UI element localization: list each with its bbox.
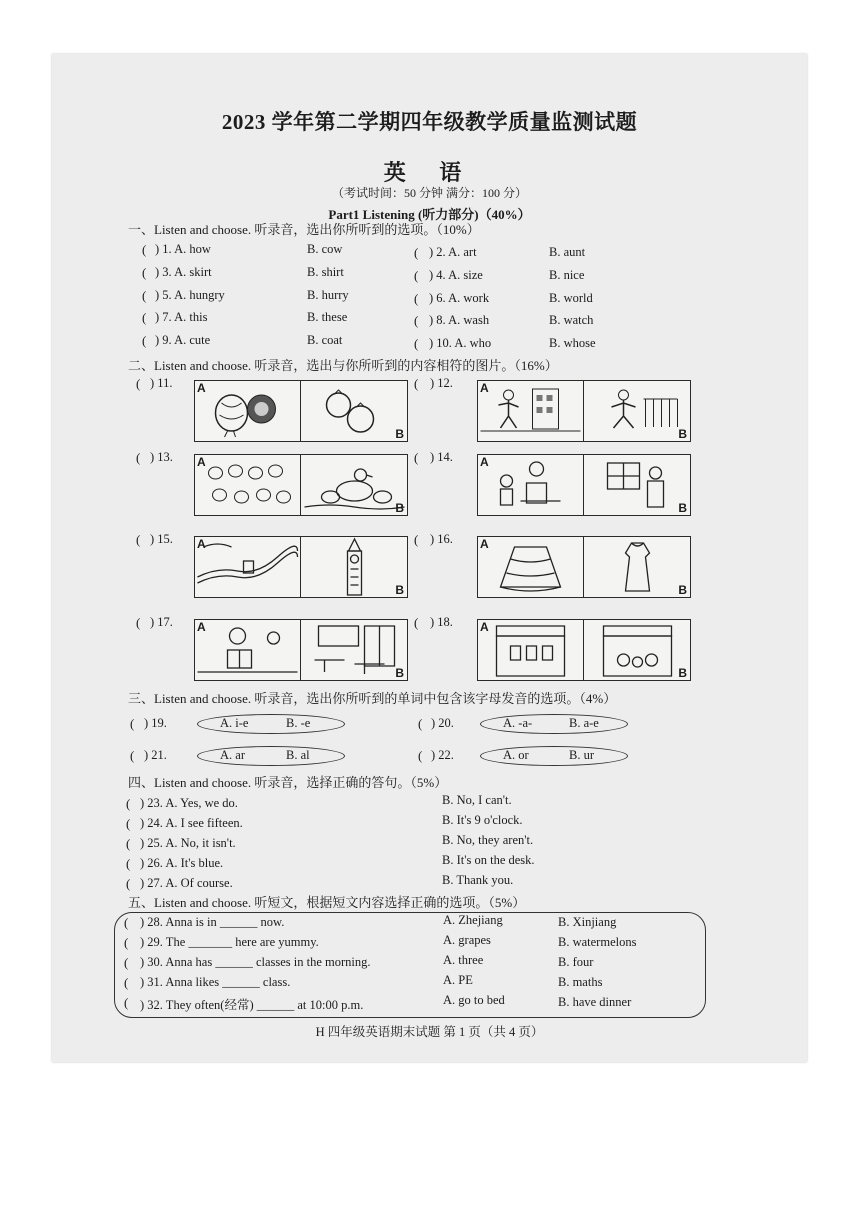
choice-oval	[480, 714, 628, 734]
answer-blank-paren: (	[124, 935, 129, 950]
answer-blank-paren: (	[414, 291, 419, 306]
picture-label-b: B	[395, 427, 404, 441]
question-number: ) 18.	[430, 615, 453, 629]
question-number: ) 12.	[430, 376, 453, 390]
chicks-picture	[195, 455, 300, 515]
picture-pair	[477, 454, 691, 516]
question-option-b: B. four	[558, 955, 594, 969]
answer-blank-paren: (	[142, 265, 147, 280]
question-text: ) 29. The _______ here are yummy.	[140, 935, 319, 949]
question-text: ) 32. They often(经常) ______ at 10:00 p.m.	[140, 998, 364, 1012]
big-ben-picture	[302, 537, 407, 597]
question-number: ) 14.	[430, 450, 453, 464]
picture-label-b: B	[678, 666, 687, 680]
question-option-a: ) 4. A. size	[429, 268, 483, 282]
tomatoes-picture	[302, 381, 407, 441]
question-option-b: B. world	[549, 291, 593, 305]
picture-pair	[194, 536, 408, 598]
answer-blank-paren: (	[142, 242, 147, 257]
answer-blank-paren: (	[142, 333, 147, 348]
picture-label-b: B	[678, 501, 687, 515]
answer-blank-paren: (	[414, 245, 419, 260]
answer-blank-paren: (	[414, 268, 419, 283]
question-option-a: ) 3. A. skirt	[155, 265, 212, 279]
picture-label-b: B	[395, 583, 404, 597]
question-option-a: ) 25. A. No, it isn't.	[140, 836, 236, 850]
question-number: ) 13.	[150, 450, 173, 464]
picture-label-a: A	[197, 455, 206, 469]
picture-label-b: B	[678, 583, 687, 597]
teacher-and-student-picture	[478, 455, 583, 515]
answer-blank-paren: (	[136, 615, 141, 630]
question-number: ) 19.	[144, 716, 167, 730]
question-text: ) 31. Anna likes ______ class.	[140, 975, 291, 989]
clothes-shop-picture	[478, 620, 583, 680]
question-option-b: B. It's 9 o'clock.	[442, 813, 523, 827]
choice-b: B. -e	[286, 716, 311, 730]
picture-label-b: B	[678, 427, 687, 441]
boy-exercising-by-building-picture	[478, 381, 583, 441]
question-option-a: ) 2. A. art	[429, 245, 477, 259]
question-option-b: B. watch	[549, 313, 594, 327]
section-4-heading: 四、Listen and choose. 听录音，选择正确的答句。（5%）	[128, 775, 448, 790]
choice-oval	[197, 714, 345, 734]
question-option-a: A. Zhejiang	[443, 913, 503, 927]
section-1-heading: 一、Listen and choose. 听录音，选出你所听到的选项。（10%）	[128, 222, 480, 237]
great-wall-picture	[195, 537, 300, 597]
skirt-picture	[478, 537, 583, 597]
question-number: ) 15.	[150, 532, 173, 546]
woman-at-window-picture	[585, 455, 690, 515]
question-option-a: ) 10. A. who	[429, 336, 492, 350]
question-option-b: B. No, they aren't.	[442, 833, 534, 847]
answer-blank-paren: (	[414, 532, 419, 547]
question-option-b: B. cow	[307, 242, 343, 256]
section-3-heading: 三、Listen and choose. 听录音，选出你所听到的单词中包含该字母发音的选项。（4%）	[128, 691, 617, 706]
choice-b: B. al	[286, 748, 310, 762]
question-number: ) 16.	[430, 532, 453, 546]
question-option-a: ) 8. A. wash	[429, 313, 490, 327]
picture-label-a: A	[197, 620, 206, 634]
picture-pair	[194, 454, 408, 516]
question-option-b: B. nice	[549, 268, 585, 282]
answer-blank-paren: (	[126, 796, 131, 811]
picture-label-b: B	[395, 666, 404, 680]
question-option-a: A. grapes	[443, 933, 491, 947]
choice-b: B. a-e	[569, 716, 599, 730]
part-heading: Part1 Listening (听力部分)（40%）	[328, 207, 531, 222]
picture-label-a: A	[480, 537, 489, 551]
answer-blank-paren: (	[136, 376, 141, 391]
picture-pair	[477, 380, 691, 442]
answer-blank-paren: (	[124, 955, 129, 970]
answer-blank-paren: (	[126, 836, 131, 851]
section-5-heading: 五、Listen and choose. 听短文，根据短文内容选择正确的选项。（5%）	[128, 895, 526, 910]
exam-title: 2023 学年第二学期四年级教学质量监测试题	[221, 110, 638, 134]
picture-label-a: A	[197, 381, 206, 395]
question-option-a: ) 6. A. work	[429, 291, 490, 305]
answer-blank-paren: (	[414, 336, 419, 351]
question-option-a: ) 24. A. I see fifteen.	[140, 816, 243, 830]
question-option-a: A. PE	[443, 973, 473, 987]
question-option-b: B. shirt	[307, 265, 344, 279]
question-text: ) 28. Anna is in ______ now.	[140, 915, 285, 929]
answer-blank-paren: (	[136, 450, 141, 465]
question-option-a: ) 26. A. It's blue.	[140, 856, 224, 870]
picture-pair	[194, 380, 408, 442]
choice-a: A. -a-	[503, 716, 533, 730]
question-number: ) 20.	[431, 716, 454, 730]
question-option-a: ) 1. A. how	[155, 242, 211, 256]
fruit-shop-picture	[585, 620, 690, 680]
section-2-heading: 二、Listen and choose. 听录音，选出与你所听到的内容相符的图片。（16%）	[128, 358, 558, 373]
picture-label-a: A	[480, 381, 489, 395]
question-option-a: ) 9. A. cute	[155, 333, 211, 347]
answer-blank-paren: (	[126, 856, 131, 871]
question-option-b: B. coat	[307, 333, 343, 347]
ducks-picture	[302, 455, 407, 515]
picture-label-b: B	[395, 501, 404, 515]
question-option-a: A. three	[443, 953, 484, 967]
exam-page	[52, 54, 807, 1062]
choice-oval	[197, 746, 345, 766]
boy-reading-picture	[195, 620, 300, 680]
answer-blank-paren: (	[124, 995, 129, 1010]
answer-blank-paren: (	[142, 288, 147, 303]
question-option-b: B. hurry	[307, 288, 349, 302]
question-number: ) 21.	[144, 748, 167, 762]
question-number: ) 17.	[150, 615, 173, 629]
choice-a: A. or	[503, 748, 529, 762]
question-option-b: B. No, I can't.	[442, 793, 512, 807]
question-option-b: B. have dinner	[558, 995, 632, 1009]
answer-blank-paren: (	[130, 716, 135, 731]
answer-blank-paren: (	[418, 716, 423, 731]
dress-picture	[585, 537, 690, 597]
exam-info: （考试时间：50 分钟 满分：100 分）	[331, 186, 527, 200]
answer-blank-paren: (	[126, 876, 131, 891]
picture-label-a: A	[197, 537, 206, 551]
question-option-b: B. maths	[558, 975, 603, 989]
picture-pair	[194, 619, 408, 681]
choice-a: A. i-e	[220, 716, 249, 730]
question-option-b: B. Thank you.	[442, 873, 514, 887]
man-doing-tai-chi-picture	[585, 381, 690, 441]
question-option-b: B. Xinjiang	[558, 915, 617, 929]
answer-blank-paren: (	[414, 376, 419, 391]
picture-pair	[477, 619, 691, 681]
picture-label-a: A	[480, 620, 489, 634]
answer-blank-paren: (	[130, 748, 135, 763]
question-option-b: B. aunt	[549, 245, 586, 259]
question-option-a: ) 23. A. Yes, we do.	[140, 796, 238, 810]
onion-picture	[195, 381, 300, 441]
answer-blank-paren: (	[414, 313, 419, 328]
answer-blank-paren: (	[414, 615, 419, 630]
question-option-a: A. go to bed	[443, 993, 505, 1007]
answer-blank-paren: (	[136, 532, 141, 547]
answer-blank-paren: (	[124, 975, 129, 990]
question-option-b: B. these	[307, 310, 348, 324]
question-option-a: ) 5. A. hungry	[155, 288, 225, 302]
answer-blank-paren: (	[124, 915, 129, 930]
question-option-b: B. watermelons	[558, 935, 637, 949]
question-option-a: ) 7. A. this	[155, 310, 208, 324]
choice-a: A. ar	[220, 748, 245, 762]
picture-pair	[477, 536, 691, 598]
answer-blank-paren: (	[414, 450, 419, 465]
page-footer: H 四年级英语期末试题 第 1 页（共 4 页）	[315, 1025, 544, 1039]
answer-blank-paren: (	[418, 748, 423, 763]
answer-blank-paren: (	[142, 310, 147, 325]
question-option-b: B. It's on the desk.	[442, 853, 535, 867]
answer-blank-paren: (	[126, 816, 131, 831]
question-number: ) 11.	[150, 376, 173, 390]
subject-title: 英 语	[383, 160, 476, 185]
question-number: ) 22.	[431, 748, 454, 762]
choice-b: B. ur	[569, 748, 594, 762]
choice-oval	[480, 746, 628, 766]
classroom-picture	[302, 620, 407, 680]
question-option-b: B. whose	[549, 336, 596, 350]
question-text: ) 30. Anna has ______ classes in the morning.	[140, 955, 371, 969]
question-option-a: ) 27. A. Of course.	[140, 876, 233, 890]
picture-label-a: A	[480, 455, 489, 469]
